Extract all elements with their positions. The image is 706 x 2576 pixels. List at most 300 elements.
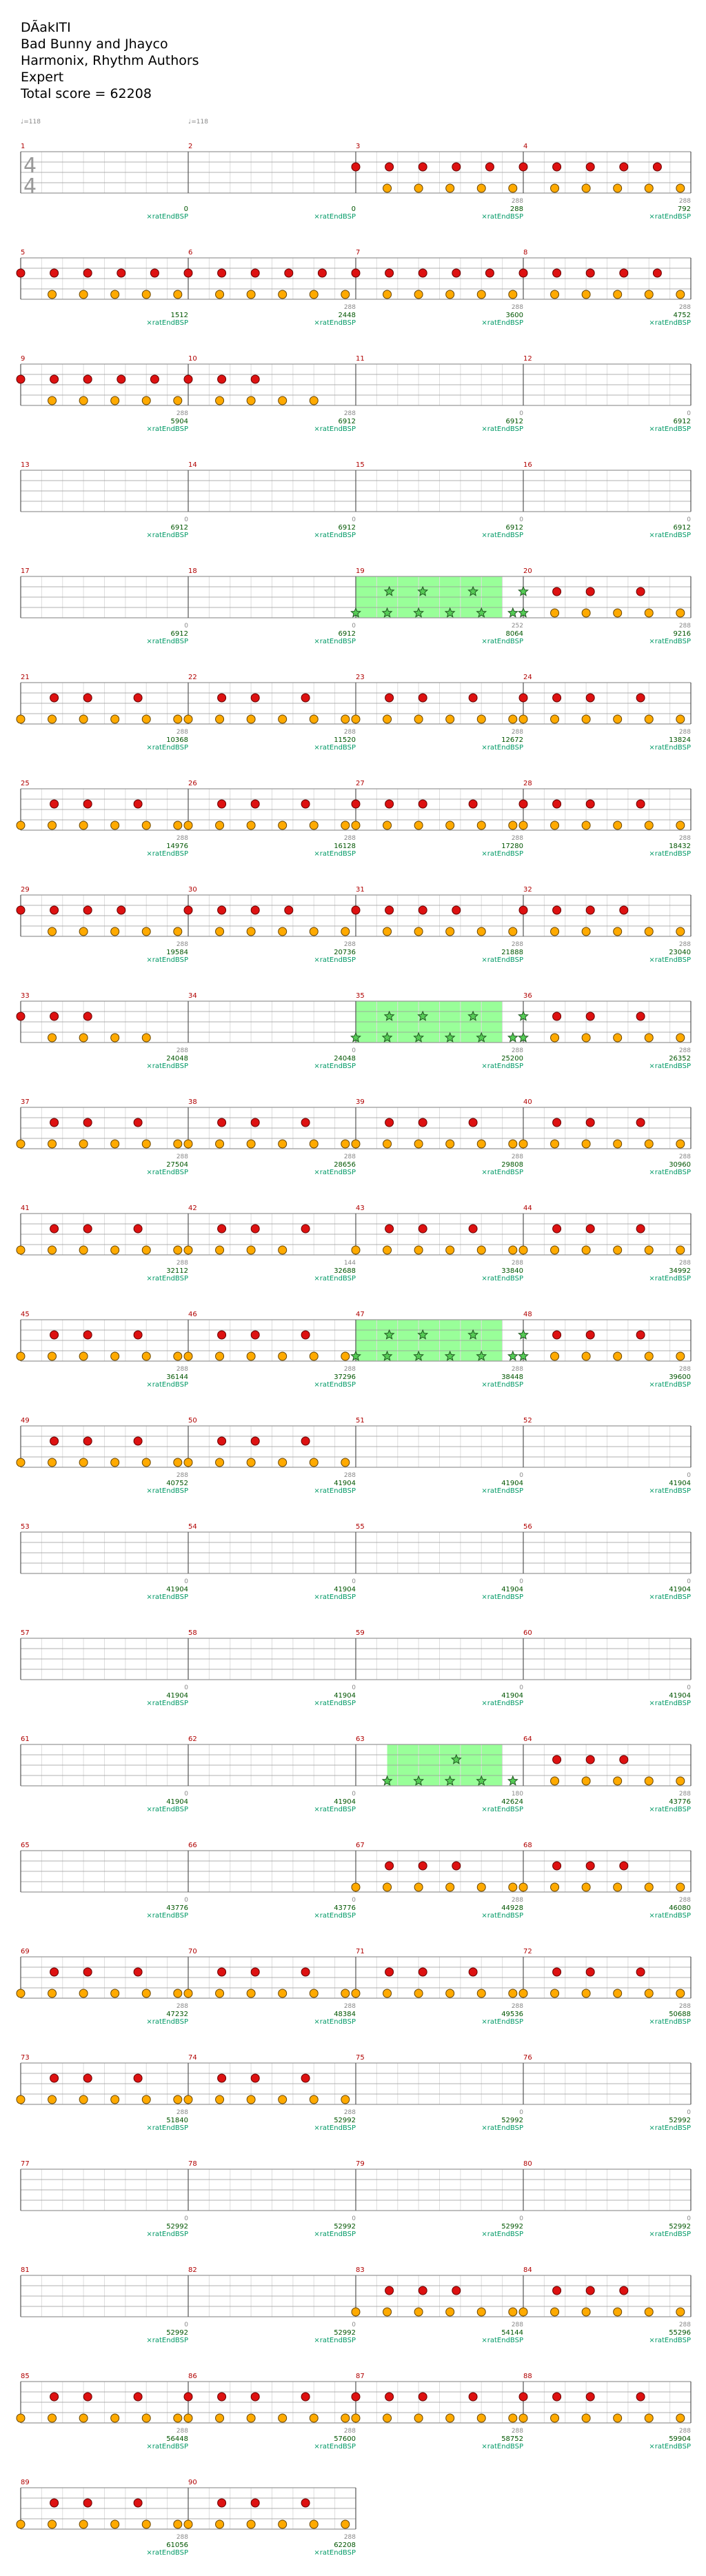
cumulative-score: 6912 — [338, 630, 356, 638]
red-note — [83, 1118, 92, 1127]
beat-score-label: 288 — [176, 1047, 188, 1054]
red-note — [301, 2499, 310, 2507]
orange-note — [477, 290, 485, 299]
orange-note — [111, 1034, 119, 1042]
mode-label: ×ratEndBSP — [146, 2443, 188, 2451]
cumulative-score: 32688 — [334, 1267, 356, 1275]
orange-note — [48, 396, 57, 405]
measure-number: 5 — [21, 249, 26, 256]
cumulative-score: 6912 — [338, 418, 356, 425]
red-note — [50, 2393, 59, 2401]
orange-note — [142, 1034, 150, 1042]
measure — [17, 780, 188, 858]
orange-note — [247, 1246, 255, 1254]
orange-note — [519, 1989, 527, 1998]
red-note — [653, 269, 661, 277]
orange-note — [414, 1989, 423, 1998]
measure-number: 46 — [188, 1311, 197, 1318]
measure-number: 87 — [356, 2373, 365, 2380]
orange-note — [142, 715, 150, 723]
orange-note — [341, 2520, 350, 2528]
mode-label: ×ratEndBSP — [314, 1700, 356, 1707]
measure — [184, 1098, 356, 1176]
red-note — [218, 1331, 226, 1339]
red-note — [251, 800, 259, 808]
orange-note — [247, 715, 255, 723]
cumulative-score: 43776 — [334, 1904, 356, 1912]
red-note — [553, 587, 561, 596]
beat-score-label: 288 — [343, 1366, 356, 1373]
cumulative-score: 61056 — [166, 2542, 188, 2549]
red-note — [50, 1437, 59, 1445]
beat-score-label: 0 — [184, 2215, 188, 2222]
orange-note — [111, 1246, 119, 1254]
beat-score-label: 0 — [352, 1897, 356, 1904]
red-note — [620, 163, 628, 171]
orange-note — [414, 1246, 423, 1254]
beat-score-label: 288 — [176, 410, 188, 417]
measure — [523, 2054, 691, 2132]
measure-number: 88 — [523, 2373, 532, 2380]
orange-note — [17, 1458, 25, 1467]
mode-label: ×ratEndBSP — [481, 2124, 523, 2132]
orange-note — [582, 1777, 590, 1785]
measure-number: 81 — [21, 2266, 30, 2274]
orange-note — [582, 715, 590, 723]
orange-note — [676, 1777, 685, 1785]
orange-note — [279, 1458, 287, 1467]
orange-note — [184, 2520, 192, 2528]
beat-score-label: 288 — [343, 2003, 356, 2010]
measure — [356, 2160, 523, 2238]
measure-number: 62 — [188, 1735, 197, 1743]
beat-score-label: 288 — [678, 198, 691, 205]
mode-label: ×ratEndBSP — [649, 1063, 691, 1070]
red-note — [553, 269, 561, 277]
mode-label: ×ratEndBSP — [649, 1700, 691, 1707]
cumulative-score: 0 — [351, 205, 356, 213]
measure-number: 60 — [523, 1629, 532, 1637]
measure-number: 39 — [356, 1098, 365, 1106]
orange-note — [79, 1989, 88, 1998]
orange-note — [519, 1246, 527, 1254]
red-note — [352, 269, 360, 277]
cumulative-score: 12672 — [501, 736, 523, 744]
mode-label: ×ratEndBSP — [146, 956, 188, 964]
orange-note — [48, 715, 57, 723]
red-note — [301, 1118, 310, 1127]
mode-label: ×ratEndBSP — [649, 2018, 691, 2026]
cumulative-score: 33840 — [501, 1267, 523, 1275]
measure — [184, 1311, 356, 1389]
orange-note — [509, 821, 517, 829]
mode-label: ×ratEndBSP — [481, 638, 523, 645]
beat-score-label: 288 — [511, 835, 523, 842]
measure-number: 89 — [21, 2479, 30, 2486]
orange-note — [279, 1246, 287, 1254]
orange-note — [414, 715, 423, 723]
orange-note — [446, 1140, 454, 1148]
measure-number: 73 — [21, 2054, 30, 2062]
mode-label: ×ratEndBSP — [481, 744, 523, 752]
red-note — [218, 269, 226, 277]
orange-note — [477, 1883, 485, 1891]
beat-score-label: 0 — [519, 1684, 523, 1691]
mode-label: ×ratEndBSP — [481, 1912, 523, 1920]
beat-score-label: 288 — [511, 198, 523, 205]
measure-number: 10 — [188, 355, 197, 363]
measure-number: 1 — [21, 143, 26, 150]
measure-number: 34 — [188, 992, 197, 1000]
red-note — [17, 269, 25, 277]
mode-label: ×ratEndBSP — [481, 1487, 523, 1495]
measure — [17, 1311, 188, 1389]
measure-number: 47 — [356, 1311, 365, 1318]
red-note — [50, 2499, 59, 2507]
cumulative-score: 58752 — [501, 2435, 523, 2443]
beat-score-label: 0 — [184, 1791, 188, 1798]
red-note — [586, 1862, 594, 1870]
cumulative-score: 11520 — [334, 736, 356, 744]
cumulative-score: 41904 — [334, 1692, 356, 1700]
measure-number: 13 — [21, 461, 30, 469]
orange-note — [614, 1883, 622, 1891]
measure — [356, 2054, 523, 2132]
orange-note — [184, 821, 192, 829]
mode-label: ×ratEndBSP — [314, 1487, 356, 1495]
orange-note — [582, 927, 590, 936]
red-note — [553, 1012, 561, 1020]
orange-note — [310, 2095, 318, 2104]
beat-score-label: 288 — [343, 1154, 356, 1160]
cumulative-score: 19584 — [166, 949, 188, 956]
red-note — [586, 906, 594, 914]
red-note — [519, 163, 527, 171]
beat-score-label: 0 — [519, 1472, 523, 1479]
measure — [523, 355, 691, 433]
measure-number: 71 — [356, 1948, 365, 1955]
red-note — [452, 269, 461, 277]
measure — [519, 1205, 691, 1282]
orange-note — [142, 2095, 150, 2104]
mode-label: ×ratEndBSP — [481, 532, 523, 539]
orange-note — [279, 2520, 287, 2528]
orange-note — [184, 2414, 192, 2422]
measure-number: 53 — [21, 1523, 30, 1531]
measure — [188, 1842, 356, 1920]
orange-note — [184, 1352, 192, 1360]
cumulative-score: 1512 — [170, 312, 188, 319]
beat-score-label: 288 — [678, 1260, 691, 1267]
orange-note — [614, 1777, 622, 1785]
cumulative-score: 29808 — [501, 1161, 523, 1169]
beat-score-label: 0 — [687, 516, 691, 523]
measure — [188, 143, 356, 221]
orange-note — [48, 2095, 57, 2104]
orange-note — [551, 2308, 559, 2316]
cumulative-score: 59904 — [669, 2435, 691, 2443]
measure — [519, 143, 691, 221]
mode-label: ×ratEndBSP — [314, 1381, 356, 1389]
measure — [21, 143, 188, 221]
orange-note — [551, 1034, 559, 1042]
red-note — [251, 1968, 259, 1976]
red-note — [636, 2393, 645, 2401]
orange-note — [142, 927, 150, 936]
red-note — [586, 1968, 594, 1976]
red-note — [117, 269, 125, 277]
red-note — [636, 1225, 645, 1233]
cumulative-score: 17280 — [501, 843, 523, 850]
beat-score-label: 288 — [343, 304, 356, 311]
measure — [188, 1629, 356, 1707]
red-note — [418, 906, 427, 914]
cumulative-score: 52992 — [334, 2223, 356, 2231]
red-note — [285, 906, 293, 914]
measure — [21, 1735, 188, 1813]
orange-note — [446, 1246, 454, 1254]
orange-note — [676, 609, 685, 617]
beat-score-label: 288 — [176, 729, 188, 736]
red-note — [83, 694, 92, 702]
mode-label: ×ratEndBSP — [649, 213, 691, 221]
orange-note — [509, 1883, 517, 1891]
orange-note — [279, 1140, 287, 1148]
beat-score-label: 288 — [511, 941, 523, 948]
red-note — [519, 2393, 527, 2401]
cumulative-score: 56448 — [166, 2435, 188, 2443]
measure — [352, 780, 523, 858]
beat-score-label: 0 — [687, 410, 691, 417]
mode-label: ×ratEndBSP — [649, 1912, 691, 1920]
orange-note — [341, 821, 350, 829]
measure-number: 11 — [356, 355, 365, 363]
red-note — [385, 694, 394, 702]
red-note — [184, 906, 192, 914]
orange-note — [184, 715, 192, 723]
measure — [17, 886, 188, 964]
red-note — [553, 1755, 561, 1764]
beat-score-label: 288 — [343, 729, 356, 736]
cumulative-score: 49536 — [501, 2011, 523, 2018]
orange-note — [582, 1883, 590, 1891]
mode-label: ×ratEndBSP — [481, 2231, 523, 2238]
orange-note — [383, 2308, 392, 2316]
orange-note — [551, 1246, 559, 1254]
beat-score-label: 288 — [176, 1260, 188, 1267]
measure-number: 42 — [188, 1205, 197, 1212]
orange-note — [216, 1458, 224, 1467]
orange-note — [279, 715, 287, 723]
red-note — [50, 1225, 59, 1233]
red-note — [301, 2074, 310, 2082]
cumulative-score: 27504 — [166, 1161, 188, 1169]
cumulative-score: 52992 — [501, 2117, 523, 2124]
orange-note — [111, 1458, 119, 1467]
measure — [188, 461, 356, 539]
cumulative-score: 41904 — [166, 1798, 188, 1806]
red-note — [553, 906, 561, 914]
cumulative-score: 0 — [183, 205, 188, 213]
orange-note — [216, 715, 224, 723]
red-note — [418, 694, 427, 702]
red-note — [218, 1118, 226, 1127]
beat-score-label: 0 — [184, 1578, 188, 1585]
cumulative-score: 48384 — [334, 2011, 356, 2018]
red-note — [83, 375, 92, 383]
measure — [523, 1523, 691, 1601]
beat-score-label: 0 — [352, 623, 356, 630]
cumulative-score: 41904 — [669, 1586, 691, 1593]
cumulative-score: 52992 — [669, 2117, 691, 2124]
orange-note — [645, 2414, 653, 2422]
red-note — [50, 1012, 59, 1020]
red-note — [586, 2393, 594, 2401]
red-note — [469, 1225, 477, 1233]
cumulative-score: 41904 — [501, 1692, 523, 1700]
measure — [184, 1417, 356, 1495]
red-note — [17, 1012, 25, 1020]
measure — [519, 249, 691, 327]
cumulative-score: 39600 — [669, 1373, 691, 1381]
beat-score-label: 0 — [687, 2109, 691, 2116]
red-note — [134, 2499, 142, 2507]
measure — [351, 567, 523, 645]
cumulative-score: 41904 — [166, 1692, 188, 1700]
red-note — [184, 269, 192, 277]
red-note — [318, 269, 326, 277]
red-note — [519, 694, 527, 702]
mode-label: ×ratEndBSP — [481, 213, 523, 221]
measure — [351, 992, 523, 1070]
orange-note — [614, 1989, 622, 1998]
orange-note — [676, 821, 685, 829]
measure — [352, 2373, 523, 2451]
cumulative-score: 26352 — [669, 1055, 691, 1063]
red-note — [586, 1331, 594, 1339]
beat-score-label: 0 — [687, 1684, 691, 1691]
measure — [184, 2054, 356, 2132]
orange-note — [414, 1140, 423, 1148]
orange-note — [614, 2414, 622, 2422]
red-note — [469, 800, 477, 808]
orange-note — [111, 2520, 119, 2528]
cumulative-score: 41904 — [334, 1480, 356, 1487]
mode-label: ×ratEndBSP — [481, 1381, 523, 1389]
red-note — [301, 1968, 310, 1976]
red-note — [218, 694, 226, 702]
mode-label: ×ratEndBSP — [649, 1381, 691, 1389]
orange-note — [48, 927, 57, 936]
orange-note — [582, 290, 590, 299]
red-note — [134, 694, 142, 702]
beat-score-label: 288 — [176, 1472, 188, 1479]
measure-number: 19 — [356, 567, 365, 575]
beat-score-label: 0 — [352, 2215, 356, 2222]
red-note — [251, 1331, 259, 1339]
orange-note — [142, 1458, 150, 1467]
orange-note — [582, 1352, 590, 1360]
orange-note — [582, 609, 590, 617]
orange-note — [446, 1883, 454, 1891]
beat-score-label: 288 — [343, 2534, 356, 2541]
orange-note — [614, 290, 622, 299]
orange-note — [614, 2308, 622, 2316]
orange-note — [247, 1140, 255, 1148]
song-artist: Bad Bunny and Jhayco — [21, 37, 168, 52]
orange-note — [551, 1352, 559, 1360]
orange-note — [614, 715, 622, 723]
orange-note — [216, 2414, 224, 2422]
orange-note — [414, 184, 423, 192]
orange-note — [383, 715, 392, 723]
star-orange-note — [508, 1351, 517, 1360]
cumulative-score: 41904 — [669, 1480, 691, 1487]
measure-number: 45 — [21, 1311, 30, 1318]
orange-note — [477, 927, 485, 936]
measure — [184, 249, 356, 327]
orange-note — [341, 290, 350, 299]
red-note — [469, 2393, 477, 2401]
red-note — [418, 2393, 427, 2401]
orange-note — [48, 821, 57, 829]
measure — [352, 2266, 523, 2344]
cumulative-score: 40752 — [166, 1480, 188, 1487]
red-note — [251, 2499, 259, 2507]
measure — [188, 567, 356, 645]
cumulative-score: 2448 — [338, 312, 356, 319]
beat-score-label: 288 — [511, 2428, 523, 2435]
beat-score-label: 0 — [687, 1578, 691, 1585]
mode-label: ×ratEndBSP — [146, 1700, 188, 1707]
orange-note — [614, 821, 622, 829]
orange-note — [551, 1989, 559, 1998]
cumulative-score: 41904 — [166, 1586, 188, 1593]
measure-number: 51 — [356, 1417, 365, 1425]
orange-note — [142, 2520, 150, 2528]
measure — [518, 567, 691, 645]
mode-label: ×ratEndBSP — [146, 2231, 188, 2238]
orange-note — [48, 290, 57, 299]
measure — [523, 1417, 691, 1495]
mode-label: ×ratEndBSP — [146, 425, 188, 433]
difficulty-label: Expert — [21, 70, 64, 85]
measure-number: 24 — [523, 674, 532, 681]
beat-score-label: 288 — [511, 1047, 523, 1054]
orange-note — [477, 1140, 485, 1148]
beat-score-label: 0 — [352, 516, 356, 523]
orange-note — [79, 1352, 88, 1360]
measure-number: 57 — [21, 1629, 30, 1637]
orange-note — [645, 1140, 653, 1148]
measure — [188, 992, 356, 1070]
beat-score-label: 0 — [687, 1472, 691, 1479]
red-note — [636, 1968, 645, 1976]
mode-label: ×ratEndBSP — [314, 2337, 356, 2344]
cumulative-score: 52992 — [501, 2223, 523, 2231]
mode-label: ×ratEndBSP — [146, 1063, 188, 1070]
red-note — [586, 800, 594, 808]
orange-note — [48, 1246, 57, 1254]
mode-label: ×ratEndBSP — [146, 2124, 188, 2132]
orange-note — [614, 609, 622, 617]
red-note — [352, 906, 360, 914]
cumulative-score: 8064 — [505, 630, 523, 638]
beat-score-label: 252 — [511, 623, 523, 630]
mode-label: ×ratEndBSP — [146, 638, 188, 645]
red-note — [83, 1331, 92, 1339]
orange-note — [142, 1989, 150, 1998]
